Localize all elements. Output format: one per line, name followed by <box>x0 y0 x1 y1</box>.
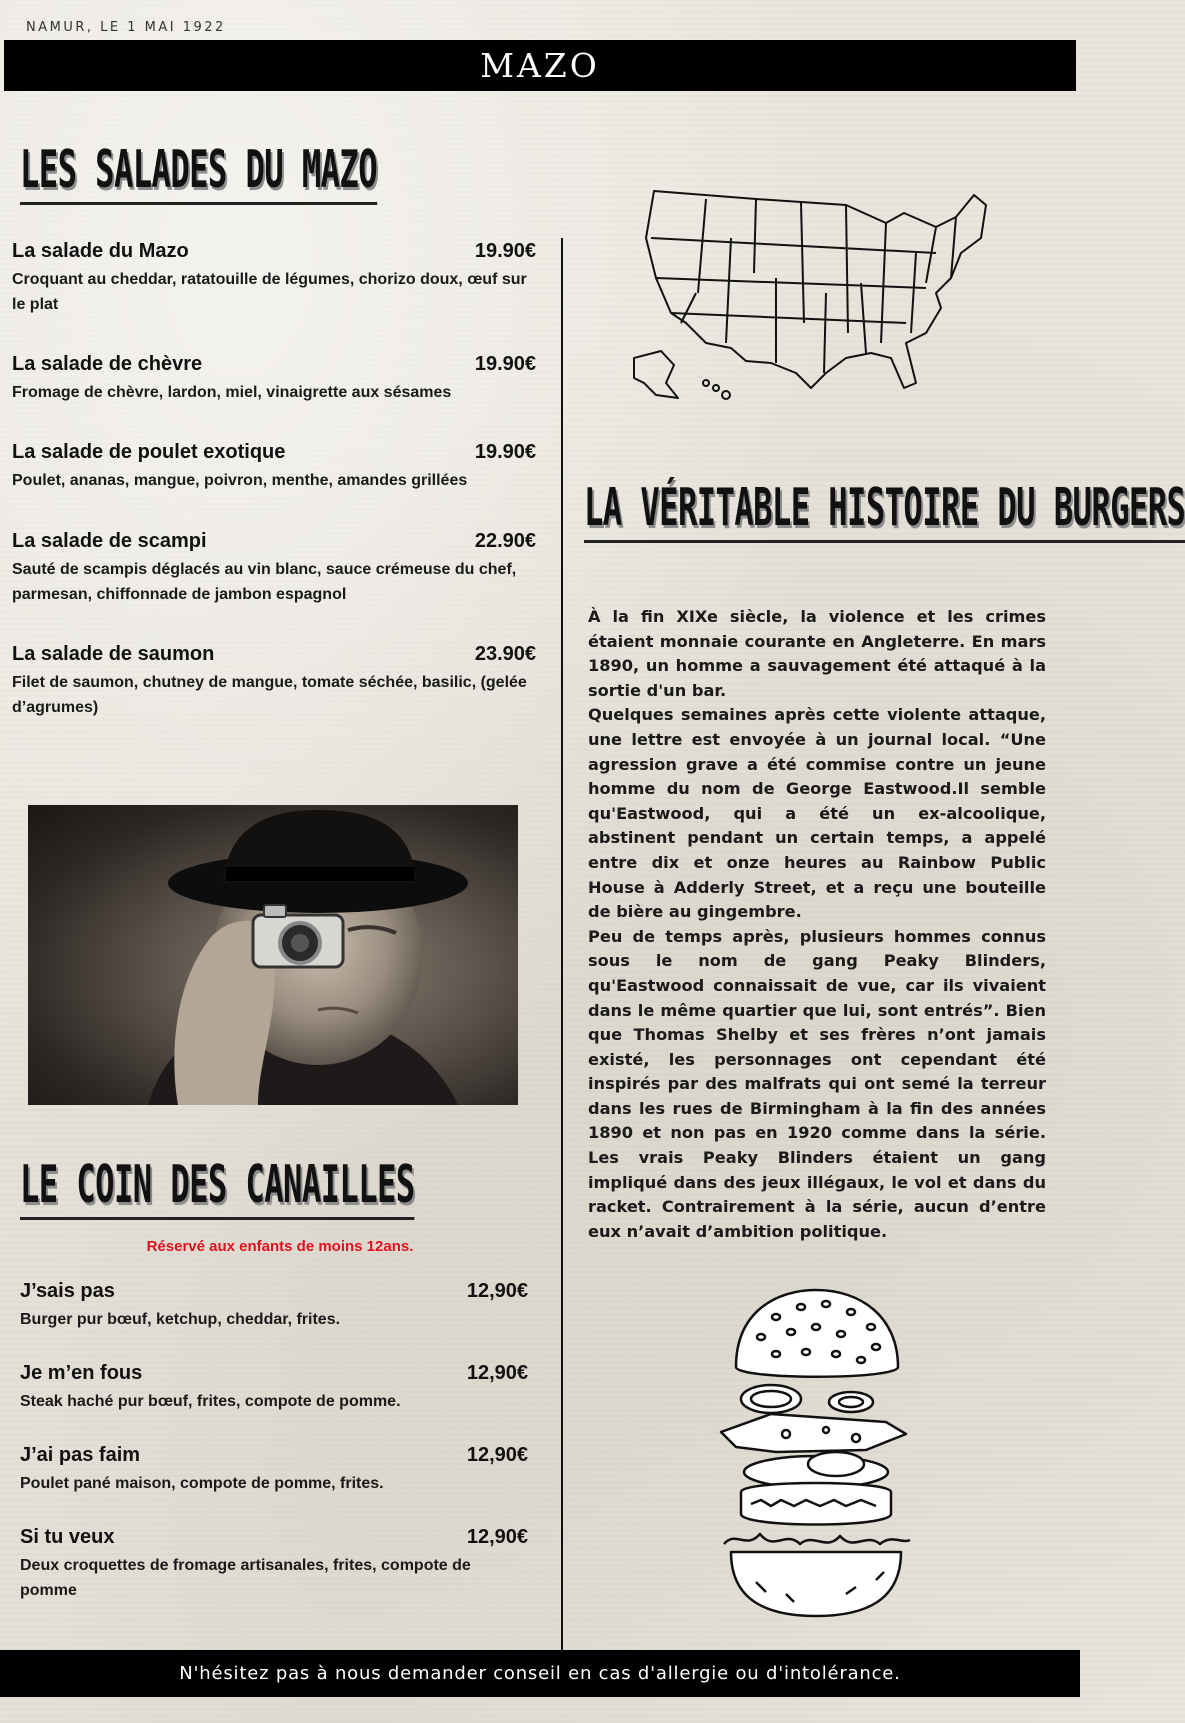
menu-item-desc: Poulet, ananas, mangue, poivron, menthe, amandes grillées <box>12 472 468 489</box>
menu-item-desc: Fromage de chèvre, lardon, miel, vinaigrette aux sésames <box>12 384 452 401</box>
menu-item <box>20 1280 528 1332</box>
menu-item <box>12 643 536 720</box>
allergy-note: N'hésitez pas à nous demander conseil en cas d'allergie ou d'intolérance. <box>179 1663 901 1684</box>
menu-item-desc: Deux croquettes de fromage artisanales, frites, compote de pomme <box>20 1557 471 1599</box>
menu-item-price: 22.90€ <box>474 530 536 552</box>
dateline: NAMUR, LE 1 MAI 1922 <box>26 20 226 35</box>
photo-illustration-icon <box>28 805 518 1105</box>
menu-item <box>12 353 536 405</box>
menu-item-desc: Filet de saumon, chutney de mangue, tomate séchée, basilic, (gelée d’agrumes) <box>12 674 527 716</box>
menu-item-name: La salade du Mazo <box>12 240 189 262</box>
menu-item-name: La salade de saumon <box>12 643 215 665</box>
menu-item-desc: Sauté de scampis déglacés au vin blanc, sauce crémeuse du chef, parmesan, chiffonnade de jambon espagnol <box>12 561 517 603</box>
menu-item <box>20 1444 528 1496</box>
kids-age-note: Réservé aux enfants de moins 12ans. <box>146 1238 414 1255</box>
menu-item <box>12 240 536 317</box>
menu-item-name: J’ai pas faim <box>20 1444 141 1466</box>
menu-item-desc: Steak haché pur bœuf, frites, compote de pomme. <box>20 1393 401 1410</box>
column-divider <box>561 238 563 1650</box>
story-text <box>588 605 1046 1244</box>
top-banner <box>4 40 1076 91</box>
menu-item-price: 23.90€ <box>474 643 536 665</box>
brand-title: MAZO <box>480 46 600 85</box>
menu-item <box>20 1526 528 1603</box>
menu-item <box>20 1362 528 1414</box>
menu-item-price: 19.90€ <box>474 353 536 375</box>
story-paragraph: Quelques semaines après cette violente attaque, une lettre est envoyée à un journal local. “Une agression grave a été commise contre un jeune homme du nom de George Eastwood.Il semble qu'Eastwood, qui a été un ex-alcoolique, abstinent pendant un certain temps, a appelé entre dix et onze heures au Rainbow Public House à Adderly Street, et a reçu une bouteille de bière au gingembre. <box>588 705 1046 922</box>
menu-item-price: 19.90€ <box>474 441 536 463</box>
story-paragraph: À la fin XIXe siècle, la violence et les crimes étaient monnaie courante en Angleterre. En mars 1890, un homme a sauvagement été attaqué à la sortie d'un bar. <box>588 607 1046 700</box>
kids-section-title: LE COIN DES CANAILLES <box>20 1155 415 1220</box>
menu-item-desc: Poulet pané maison, compote de pomme, frites. <box>20 1475 384 1492</box>
salads-section-title: LES SALADES DU MAZO <box>20 140 377 205</box>
menu-item-desc: Burger pur bœuf, ketchup, cheddar, frites. <box>20 1311 341 1328</box>
menu-item-name: La salade de scampi <box>12 530 207 552</box>
menu-item-price: 12,90€ <box>466 1444 528 1466</box>
menu-item-price: 12,90€ <box>466 1280 528 1302</box>
footer-banner <box>0 1650 1080 1697</box>
story-section-title: LA VÉRITABLE HISTOIRE DU BURGERS <box>584 478 1185 543</box>
menu-item-name: La salade de chèvre <box>12 353 203 375</box>
menu-item <box>12 441 536 493</box>
menu-item-name: Je m’en fous <box>20 1362 143 1384</box>
menu-item-name: J’sais pas <box>20 1280 115 1302</box>
menu-item-name: La salade de poulet exotique <box>12 441 286 463</box>
menu-item-name: Si tu veux <box>20 1526 115 1548</box>
menu-item-price: 12,90€ <box>466 1526 528 1548</box>
story-paragraph: Peu de temps après, plusieurs hommes connus sous le nom de gang Peaky Blinders, qu'Eastwood connaissait de vue, car ils vivaient dans le même quartier que lui, sont entrés”. Bien que Thomas Shelby et ses frères n’ont jamais existé, les personnages ont cependant été inspirés par des malfrats qui ont semé la terreur dans les rues de Birmingham à la fin des années 1890 et non pas en 1920 comme dans la série. Les vrais Peaky Blinders étaient un gang impliqué dans des jeux illégaux, le vol et dans du racket. Contrairement à la série, aucun d’entre eux n’avait d’ambition politique. <box>588 926 1046 1241</box>
menu-item-price: 12,90€ <box>466 1362 528 1384</box>
menu-item-desc: Croquant au cheddar, ratatouille de légumes, chorizo doux, œuf sur le plat <box>12 271 527 313</box>
boy-with-camera-photo <box>28 805 518 1105</box>
usa-map-icon <box>636 183 1021 433</box>
menu-item-price: 19.90€ <box>474 240 536 262</box>
menu-item <box>12 530 536 607</box>
burger-illustration-icon <box>716 1282 916 1622</box>
